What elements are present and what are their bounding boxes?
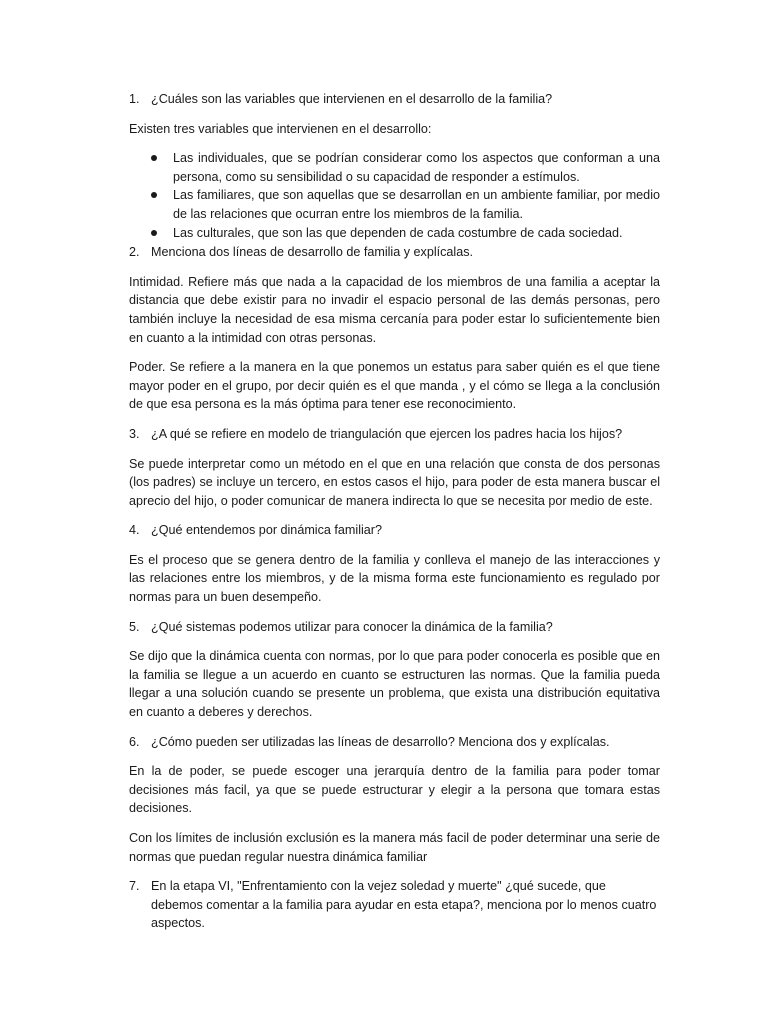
answer-paragraph: Intimidad. Refiere más que nada a la capacidad de los miembros de una familia a aceptar la distancia que debe existir para no invadir el espacio personal de las demás personas, pero también incluye la necesidad de esa misma cercanía para poder estar lo suficientemente bien en cuanto a la intimidad con otras personas.	[129, 274, 660, 345]
bullet-item	[129, 224, 660, 243]
answer-paragraph: Es el proceso que se genera dentro de la familia y conlleva el manejo de las interacciones y las relaciones entre los miembros, y de la misma forma este funcionamiento es regulado por normas para un buen desempeño.	[129, 552, 660, 605]
question-number: 5.	[129, 619, 140, 634]
bullet-icon	[129, 224, 173, 243]
question-4	[129, 521, 660, 540]
question-6	[129, 733, 660, 752]
bullet-item	[129, 149, 660, 186]
question-text: En la etapa VI, "Enfrentamiento con la vejez soledad y muerte" ¿qué sucede, que debemos comentar a la familia para ayudar en esta etapa?, menciona por lo menos cuatro aspectos.	[151, 879, 657, 931]
bullet-icon	[129, 149, 173, 186]
question-number: 2.	[129, 245, 140, 260]
question-text: ¿Qué entendemos por dinámica familiar?	[151, 523, 382, 538]
question-text: ¿Cuáles son las variables que intervienen en el desarrollo de la familia?	[151, 92, 553, 106]
bullet-text: Las individuales, que se podrían considerar como los aspectos que conforman a una persona, como su sensibilidad o su capacidad de responder a estímulos.	[173, 151, 660, 184]
answer-paragraph: En la de poder, se puede escoger una jerarquía dentro de la familia para poder tomar decisiones más facil, ya que se puede estructurar y elegir a la persona que tomara estas decisiones.	[129, 764, 660, 816]
question-text: ¿Qué sistemas podemos utilizar para conocer la dinámica de la familia?	[151, 619, 553, 634]
question-number: 4.	[129, 523, 140, 538]
answer-paragraph: Se puede interpretar como un método en el que en una relación que consta de dos personas (los padres) se incluye un tercero, en estos casos el hijo, para poder de esta manera buscar el aprecio del hijo, o poder comunicar de manera indirecta lo que se necesita por medio de este.	[129, 456, 660, 508]
question-3	[129, 425, 660, 444]
bullet-list	[129, 149, 660, 242]
question-5	[129, 618, 660, 637]
question-text: Menciona dos líneas de desarrollo de familia y explícalas.	[151, 245, 474, 260]
question-7	[129, 877, 660, 933]
answer-paragraph: Con los límites de inclusión exclusión es la manera más facil de poder determinar una serie de normas que puedan regular nuestra dinámica familiar	[129, 831, 660, 864]
question-number: 3.	[129, 426, 140, 441]
question-number: 1.	[129, 92, 140, 106]
document-body	[129, 90, 660, 944]
question-2	[129, 243, 660, 262]
question-number: 7.	[129, 879, 140, 894]
bullet-icon	[129, 186, 173, 223]
bullet-text: Las familiares, que son aquellas que se desarrollan en un ambiente familiar, por medio de las relaciones que ocurran entre los miembros de la familia.	[173, 188, 660, 221]
bullet-text: Las culturales, que son las que dependen de cada costumbre de cada sociedad.	[173, 225, 623, 240]
question-text: ¿Cómo pueden ser utilizadas las líneas de desarrollo? Menciona dos y explícalas.	[151, 734, 610, 749]
question-number: 6.	[129, 734, 140, 749]
answer-paragraph: Se dijo que la dinámica cuenta con normas, por lo que para poder conocerla es posible que en la familia se llegue a un acuerdo en cuanto se estructuren las normas. Que la familia pueda llegar a una solución cuando se presente un problema, que exista una distribución equitativa en cuanto a deberes y derechos.	[129, 649, 660, 720]
answer-paragraph: Existen tres variables que intervienen en el desarrollo:	[129, 121, 432, 136]
bullet-item	[129, 186, 660, 223]
question-text: ¿A qué se refiere en modelo de triangulación que ejercen los padres hacia los hijos?	[151, 426, 623, 441]
question-1	[129, 90, 660, 109]
answer-paragraph: Poder. Se refiere a la manera en la que ponemos un estatus para saber quién es el que tiene mayor poder en el grupo, por decir quién es el que manda , y el cómo se llega a la conclusión de que esa persona es la más óptima para tener ese reconocimiento.	[129, 360, 660, 412]
